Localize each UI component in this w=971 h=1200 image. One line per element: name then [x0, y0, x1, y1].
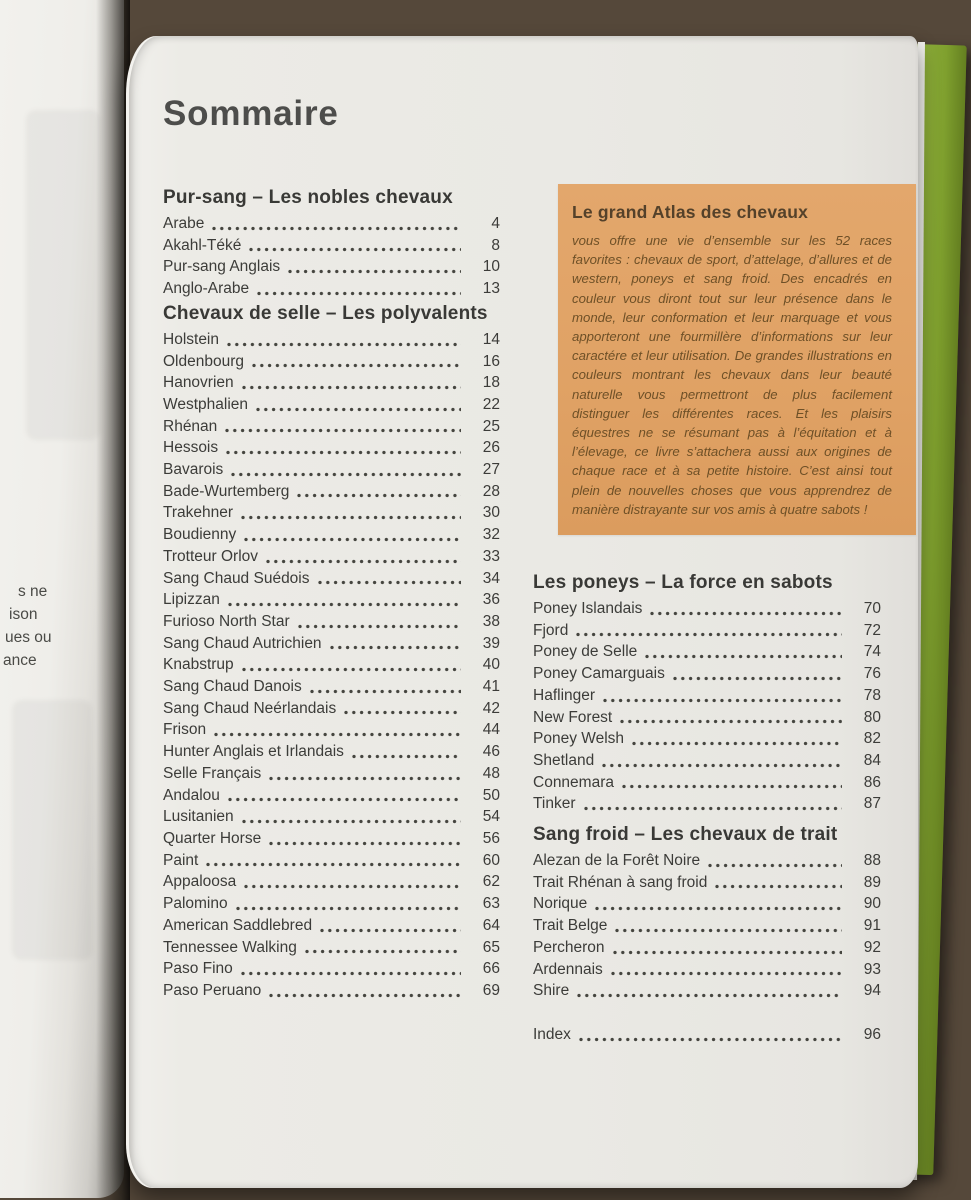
toc-entry-label: Rhénan	[163, 417, 218, 435]
toc-entry-page-number: 18	[482, 374, 500, 392]
toc-entry	[163, 850, 500, 872]
toc-entry	[163, 372, 500, 394]
toc-entry	[163, 459, 500, 481]
toc-entry	[533, 959, 881, 981]
toc-entry-label: Sang Chaud Suédois	[163, 569, 310, 587]
toc-entry-page-number: 90	[863, 895, 881, 913]
toc-entry-page-number: 65	[482, 938, 500, 956]
dot-leader	[242, 667, 461, 672]
toc-entry	[533, 641, 881, 663]
toc-entry-page-number: 62	[482, 873, 500, 891]
toc-entry-label: Tennessee Walking	[163, 938, 297, 956]
toc-entry-label: Hessois	[163, 439, 219, 457]
toc-entry	[533, 893, 881, 915]
toc-entry-page-number: 63	[482, 895, 500, 913]
toc-entry-page-number: 14	[482, 330, 500, 348]
toc-entry-page-number: 86	[863, 773, 881, 791]
toc-entry	[163, 351, 500, 373]
toc-entry-label: Poney Islandais	[533, 600, 643, 617]
showthrough-ghost	[12, 700, 92, 960]
toc-entry-page-number: 26	[482, 439, 500, 457]
dot-leader	[298, 624, 461, 629]
toc-entry	[533, 707, 881, 729]
toc-entry-page-number: 74	[863, 643, 881, 661]
toc-entry-label: Quarter Horse	[163, 829, 262, 847]
toc-entry-label: New Forest	[533, 708, 613, 726]
dot-leader	[632, 741, 842, 746]
dot-leader	[252, 363, 461, 368]
toc-entry-page-number: 44	[482, 721, 500, 739]
toc-entry-label: Lipizzan	[163, 591, 220, 609]
toc-right-sections	[533, 571, 881, 1002]
toc-entry	[163, 502, 500, 524]
toc-entry-label: Hunter Anglais et Irlandais	[163, 743, 344, 761]
dot-leader	[206, 862, 461, 867]
dot-leader	[611, 971, 842, 976]
toc-entry	[163, 524, 500, 546]
dot-leader	[241, 971, 461, 976]
toc-entry-page-number: 10	[482, 258, 500, 276]
toc-entry-label: Bade-Wurtemberg	[163, 482, 290, 500]
toc-entry-page-number: 36	[482, 591, 500, 609]
section-heading: Sang froid – Les chevaux de trait	[533, 824, 838, 846]
dot-leader	[708, 863, 842, 868]
toc-entry-label: Norique	[533, 895, 588, 913]
dot-leader	[650, 611, 842, 616]
dot-leader	[256, 407, 461, 412]
toc-entry-label: Lusitanien	[163, 808, 234, 826]
dot-leader	[214, 732, 461, 737]
toc-entry-label: Paint	[163, 851, 199, 869]
toc-entry-label: Fjord	[533, 621, 569, 639]
dot-leader	[577, 993, 842, 998]
toc-entry-page-number: 89	[863, 873, 881, 891]
toc-entry-page-number: 96	[863, 1025, 881, 1043]
dot-leader	[269, 841, 461, 846]
toc-entry	[163, 763, 500, 785]
toc-entry-page-number: 87	[863, 795, 881, 813]
toc-entry	[533, 728, 881, 750]
section-heading: Chevaux de selle – Les polyvalents	[163, 302, 488, 324]
toc-entry-page-number: 91	[863, 917, 881, 935]
toc-entry-page-number: 60	[482, 851, 500, 869]
toc-entry-label: Selle Français	[163, 764, 262, 782]
toc-entry	[163, 437, 500, 459]
dot-leader	[602, 763, 842, 768]
toc-entry	[163, 698, 500, 720]
toc-entry	[163, 937, 500, 959]
toc-entry-label: Andalou	[163, 786, 220, 804]
toc-entry-label: Furioso North Star	[163, 612, 290, 630]
toc-entry-page-number: 69	[482, 981, 500, 999]
toc-entry-page-number: 27	[482, 461, 500, 479]
toc-entry-page-number: 72	[863, 621, 881, 639]
dot-leader	[622, 784, 842, 789]
left-page-text-fragment: s ne	[18, 583, 48, 600]
toc-entry	[533, 793, 881, 815]
toc-left-column	[163, 186, 500, 1002]
toc-entry	[163, 235, 500, 257]
toc-entry	[533, 598, 881, 620]
toc-entry-page-number: 40	[482, 656, 500, 674]
toc-entry	[163, 654, 500, 676]
dot-leader	[344, 710, 461, 715]
dot-leader	[266, 559, 461, 564]
toc-entry-label: Connemara	[533, 773, 614, 791]
toc-entry	[163, 893, 500, 915]
toc-entry-label: Alezan de la Forêt Noire	[533, 852, 701, 870]
toc-entry-label: Poney Camarguais	[533, 665, 665, 683]
toc-entry-page-number: 32	[482, 526, 500, 544]
dot-leader	[269, 776, 461, 781]
toc-entry	[163, 741, 500, 763]
dot-leader	[225, 428, 461, 433]
dot-leader	[288, 269, 461, 274]
toc-entry-label: Tinker	[533, 795, 576, 813]
toc-entry	[163, 278, 500, 300]
toc-entry-label: Sang Chaud Neérlandais	[163, 699, 337, 717]
left-page-text-fragment: ance	[3, 652, 37, 669]
toc-entry	[163, 329, 500, 351]
toc-entry-label: Oldenbourg	[163, 352, 245, 370]
section-heading: Les poneys – La force en sabots	[533, 572, 833, 593]
toc-right-column	[533, 571, 881, 1046]
toc-entry-label: Ardennais	[533, 960, 603, 978]
toc-entry-label: Shire	[533, 982, 570, 1000]
info-box-body: vous offre une vie d’ensemble sur les 52 races favorites : chevaux de sport, d’attelage, d’allures et de western, poneys et sang froid. Des encadrés en couleur vous diront tout sur leur présence dans le monde, leur conformation et leur marquage et vous apporteront une fourmillère d’informations sur leur caractére et leur utilisation. De grandes illustrations en couleurs montrant les chevaux dans leur beauté naturelle vous permettront de plus facilement distinguer les différentes races. Et les plaisirs équestres ne se résumant pas à l’équitation et à l’élevage, ce livre s’attachera aussi aux origines de chaque race et à sa petite histoire. C’est ainsi tout plein de nouvelles choses que vous apprendrez de manière distrayante sur vos amis à quatre sabots !	[572, 233, 892, 517]
toc-entry	[533, 937, 881, 959]
info-box	[558, 184, 916, 535]
toc-entry-label: Trait Belge	[533, 917, 608, 935]
toc-entry	[163, 980, 500, 1002]
toc-entry-page-number: 13	[482, 280, 500, 298]
dot-leader	[212, 226, 461, 231]
toc-entry-label: Sang Chaud Autrichien	[163, 634, 322, 652]
dot-leader	[242, 385, 461, 390]
toc-entry-label: American Saddlebred	[163, 916, 313, 934]
toc-entry-label: Hanovrien	[163, 374, 234, 392]
toc-entry-label: Arabe	[163, 215, 205, 232]
dot-leader	[715, 884, 842, 889]
toc-entry	[163, 611, 500, 633]
toc-entry-index	[533, 1024, 881, 1046]
toc-entry-page-number: 50	[482, 786, 500, 804]
dot-leader	[269, 993, 461, 998]
toc-entry	[163, 871, 500, 893]
dot-leader	[226, 450, 461, 455]
dot-leader	[228, 797, 461, 802]
toc-entry-label: Pur-sang Anglais	[163, 258, 281, 276]
toc-entry-label: Akahl-Téké	[163, 236, 242, 254]
dot-leader	[673, 676, 842, 681]
toc-entry-label: Bavarois	[163, 461, 224, 479]
dot-leader	[249, 247, 461, 252]
toc-entry	[533, 772, 881, 794]
toc-entry-page-number: 39	[482, 634, 500, 652]
dot-leader	[228, 602, 461, 607]
toc-entry-page-number: 93	[863, 960, 881, 978]
toc-entry-label: Holstein	[163, 330, 219, 348]
dot-leader	[645, 654, 842, 659]
toc-entry-page-number: 28	[482, 482, 500, 500]
toc-entry	[163, 546, 500, 568]
toc-entry-page-number: 41	[482, 678, 500, 696]
dot-leader	[244, 884, 461, 889]
toc-entry-page-number: 70	[863, 600, 881, 617]
toc-entry-label: Haflinger	[533, 686, 596, 704]
toc-entry	[163, 958, 500, 980]
toc-entry-label: Paso Peruano	[163, 981, 262, 999]
section-heading: Pur-sang – Les nobles chevaux	[163, 187, 453, 208]
toc-entry-page-number: 80	[863, 708, 881, 726]
page-title: Sommaire	[163, 94, 339, 133]
toc-entry-label: Poney Welsh	[533, 730, 625, 748]
toc-entry	[163, 589, 500, 611]
toc-entry	[163, 416, 500, 438]
dot-leader	[603, 698, 842, 703]
info-box-title: Le grand Atlas des chevaux	[572, 202, 809, 222]
toc-entry	[533, 915, 881, 937]
toc-entry-label: Shetland	[533, 751, 595, 769]
toc-entry-label: Trakehner	[163, 504, 234, 522]
toc-entry-page-number: 78	[863, 686, 881, 704]
toc-entry	[163, 213, 500, 235]
toc-entry-page-number: 25	[482, 417, 500, 435]
toc-entry-label: Knabstrup	[163, 656, 234, 674]
toc-entry	[163, 256, 500, 278]
toc-entry	[163, 481, 500, 503]
book-gutter-shadow	[96, 0, 130, 1200]
showthrough-ghost	[26, 110, 100, 440]
sommaire-page	[126, 36, 918, 1188]
toc-entry-label: Percheron	[533, 938, 605, 956]
toc-entry	[163, 676, 500, 698]
toc-entry	[533, 663, 881, 685]
dot-leader	[257, 291, 461, 296]
toc-entry	[163, 915, 500, 937]
toc-entry-page-number: 42	[482, 699, 500, 717]
toc-entry-page-number: 16	[482, 352, 500, 370]
toc-entry-label: Westphalien	[163, 395, 249, 413]
dot-leader	[330, 645, 461, 650]
toc-entry	[533, 685, 881, 707]
toc-entry-page-number: 64	[482, 916, 500, 934]
toc-entry	[533, 620, 881, 642]
dot-leader	[231, 472, 461, 477]
dot-leader	[584, 806, 843, 811]
toc-entry	[163, 719, 500, 741]
dot-leader	[576, 632, 842, 637]
toc-entry	[533, 750, 881, 772]
toc-entry-page-number: 88	[863, 852, 881, 870]
toc-entry	[163, 806, 500, 828]
toc-entry-page-number: 94	[863, 982, 881, 1000]
toc-entry-page-number: 56	[482, 829, 500, 847]
toc-entry-page-number: 34	[482, 569, 500, 587]
toc-entry-page-number: 30	[482, 504, 500, 522]
toc-entry-label: Anglo-Arabe	[163, 280, 250, 298]
toc-entry	[533, 980, 881, 1002]
toc-entry-page-number: 92	[863, 938, 881, 956]
toc-entry-page-number: 76	[863, 665, 881, 683]
toc-entry-page-number: 4	[491, 215, 500, 232]
dot-leader	[320, 928, 461, 933]
toc-entry-label: Index	[533, 1025, 571, 1043]
left-page-text-fragment: ison	[9, 606, 38, 623]
toc-entry-page-number: 8	[491, 236, 500, 254]
toc-entry-page-number: 38	[482, 612, 500, 630]
toc-entry-page-number: 66	[482, 960, 500, 978]
toc-entry-page-number: 22	[482, 395, 500, 413]
toc-entry-page-number: 54	[482, 808, 500, 826]
toc-entry-label: Poney de Selle	[533, 643, 638, 661]
toc-entry	[533, 872, 881, 894]
toc-entry	[163, 633, 500, 655]
dot-leader	[305, 949, 461, 954]
toc-entry-label: Palomino	[163, 895, 228, 913]
toc-entry-label: Appaloosa	[163, 873, 237, 891]
toc-entry-page-number: 33	[482, 547, 500, 565]
toc-entry	[163, 394, 500, 416]
dot-leader	[241, 515, 461, 520]
toc-entry-page-number: 82	[863, 730, 881, 748]
dot-leader	[227, 342, 461, 347]
toc-entry	[533, 850, 881, 872]
toc-entry-label: Trait Rhénan à sang froid	[533, 873, 708, 891]
toc-entry-page-number: 48	[482, 764, 500, 782]
dot-leader	[297, 493, 461, 498]
dot-leader	[310, 689, 461, 694]
toc-entry-label: Trotteur Orlov	[163, 547, 259, 565]
dot-leader	[613, 950, 842, 955]
toc-entry-label: Boudienny	[163, 526, 237, 544]
dot-leader	[242, 819, 461, 824]
dot-leader	[579, 1037, 842, 1042]
dot-leader	[620, 719, 842, 724]
toc-entry-page-number: 84	[863, 751, 881, 769]
toc-entry	[163, 785, 500, 807]
toc-entry-label: Paso Fino	[163, 960, 233, 978]
dot-leader	[318, 580, 461, 585]
dot-leader	[244, 537, 461, 542]
dot-leader	[595, 906, 842, 911]
dot-leader	[236, 906, 461, 911]
toc-entry-label: Frison	[163, 721, 207, 739]
toc-entry-page-number: 46	[482, 743, 500, 761]
toc-entry	[163, 828, 500, 850]
dot-leader	[352, 754, 461, 759]
toc-entry	[163, 568, 500, 590]
left-page-text-fragment: ues ou	[5, 629, 52, 646]
toc-entry-label: Sang Chaud Danois	[163, 678, 302, 696]
dot-leader	[615, 928, 842, 933]
